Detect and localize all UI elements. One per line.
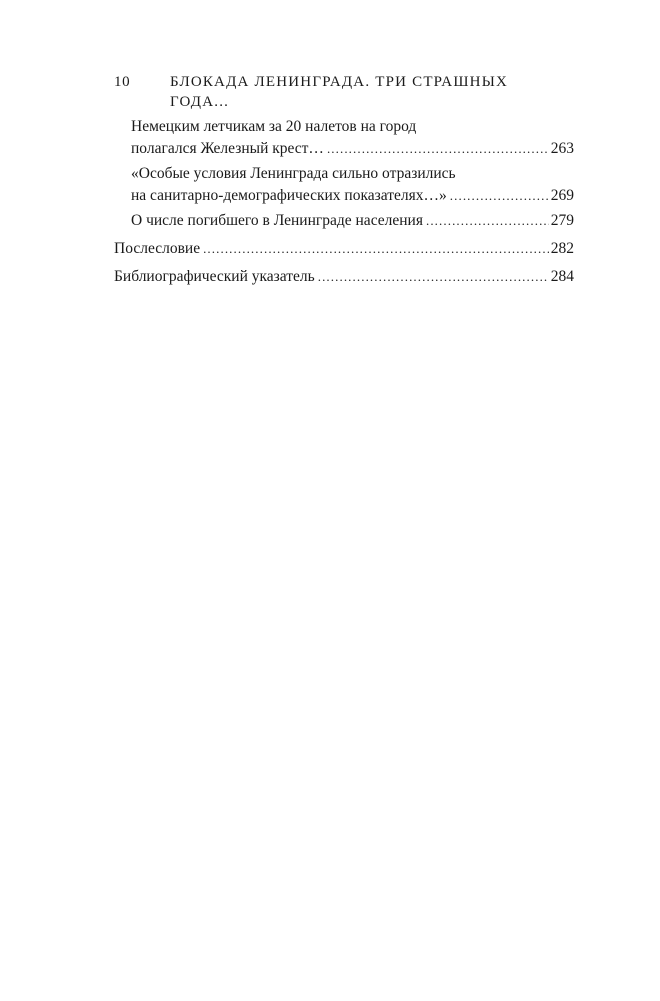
table-of-contents — [114, 116, 574, 294]
toc-entry-title-line: Послесловие — [114, 240, 201, 257]
toc-entry — [114, 210, 574, 232]
toc-entry-title-line: О числе погибшего в Ленинграде населения — [131, 212, 423, 229]
toc-entry-title-line: «Особые условия Ленинграда сильно отразились — [131, 165, 456, 182]
toc-entry — [114, 116, 574, 160]
toc-page-number: 263 — [550, 140, 574, 157]
toc-page-number: 284 — [550, 268, 574, 285]
toc-entry-leader-line — [131, 138, 574, 160]
toc-entry-title-line: Библиографический указатель — [114, 268, 315, 285]
running-title: БЛОКАДА ЛЕНИНГРАДА. ТРИ СТРАШНЫХ ГОДА... — [170, 74, 509, 110]
toc-entry-leader-line — [131, 210, 574, 232]
toc-entry — [114, 238, 574, 260]
dot-leader — [327, 138, 549, 160]
dot-leader — [318, 266, 549, 288]
toc-entry-leader-line — [114, 266, 574, 288]
toc-page-number: 279 — [550, 212, 574, 229]
dot-leader — [203, 238, 549, 260]
toc-entry-title-line: Немецким летчикам за 20 налетов на город — [131, 118, 417, 135]
toc-entry-title-line: на санитарно-демографических показателях…» — [131, 187, 447, 204]
toc-entry-leader-line — [131, 185, 574, 207]
toc-page-number: 282 — [550, 240, 574, 257]
running-head — [114, 72, 554, 110]
toc-entry — [114, 163, 574, 207]
toc-entry-title-line: полагался Железный крест… — [131, 140, 324, 157]
dot-leader — [450, 185, 549, 207]
toc-entry-leader-line — [114, 238, 574, 260]
toc-entry — [114, 266, 574, 288]
toc-page-number: 269 — [550, 187, 574, 204]
page-number: 10 — [114, 74, 131, 90]
dot-leader — [426, 210, 549, 232]
